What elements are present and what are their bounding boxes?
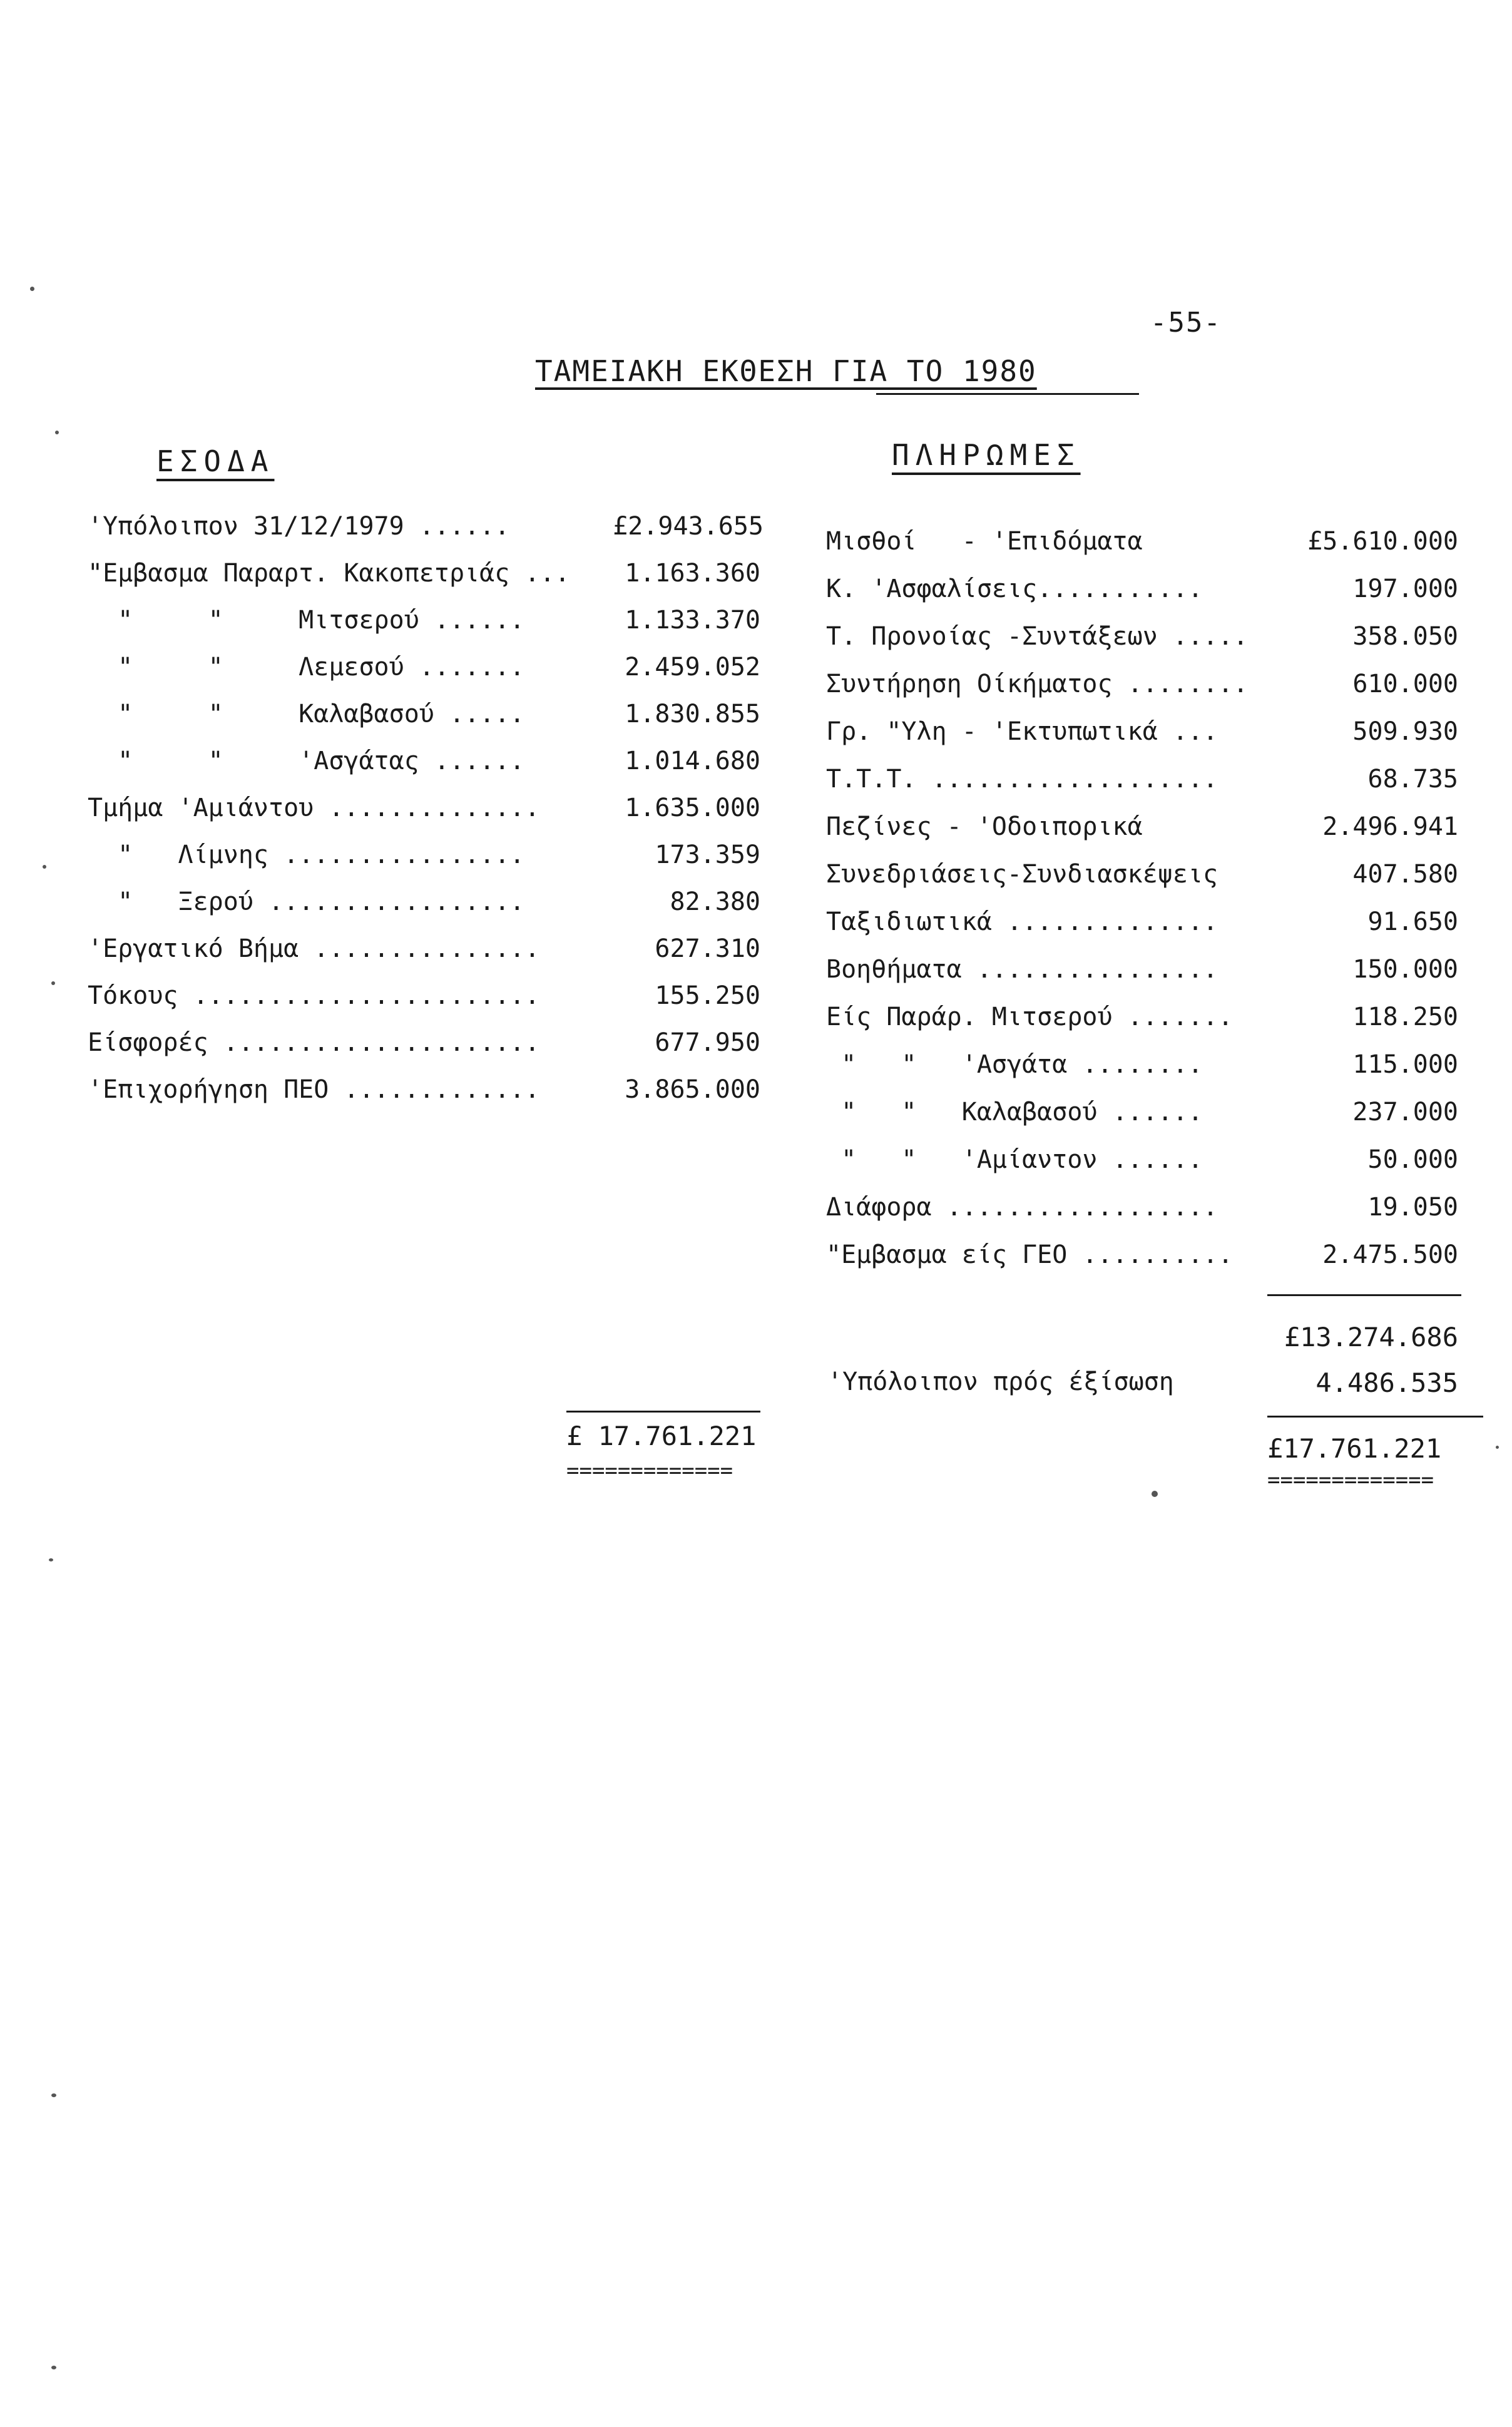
payment-row bbox=[826, 622, 1458, 660]
payment-row bbox=[826, 575, 1458, 612]
scan-speck bbox=[51, 2093, 56, 2097]
income-amount: 155.250 bbox=[655, 981, 760, 1010]
payment-row bbox=[826, 955, 1458, 993]
payments-total-rule bbox=[1267, 1416, 1483, 1418]
scan-speck bbox=[55, 431, 59, 434]
payment-label: Διάφορα .................. bbox=[826, 1193, 1218, 1222]
income-amount: 627.310 bbox=[655, 934, 760, 963]
payment-label: Ταξιδιωτικά .............. bbox=[826, 907, 1218, 936]
payment-amount: 91.650 bbox=[1367, 907, 1458, 936]
payment-amount: £5.610.000 bbox=[1307, 527, 1458, 556]
income-row bbox=[88, 981, 764, 1019]
income-label: " " Μιτσερού ...... bbox=[88, 606, 525, 635]
payment-row bbox=[826, 1098, 1458, 1135]
scan-speck bbox=[1152, 1491, 1158, 1497]
payment-amount: 2.475.500 bbox=[1322, 1240, 1458, 1269]
income-amount: 173.359 bbox=[655, 841, 760, 869]
income-amount: 1.163.360 bbox=[625, 559, 760, 588]
payment-label: Τ. Προνοίας -Συντάξεων ..... bbox=[826, 622, 1249, 651]
income-amount: 1.133.370 bbox=[625, 606, 760, 635]
payment-amount: 68.735 bbox=[1367, 765, 1458, 794]
payment-row bbox=[826, 765, 1458, 802]
income-label: "Εμβασμα Παραρτ. Κακοπετριάς ... bbox=[88, 559, 570, 588]
income-label: 'Εργατικό Βήμα ............... bbox=[88, 934, 540, 963]
balance-amount: 4.486.535 bbox=[1315, 1367, 1458, 1398]
income-amount: 82.380 bbox=[670, 887, 760, 916]
income-amount: 2.459.052 bbox=[625, 653, 760, 682]
payment-amount: 19.050 bbox=[1367, 1193, 1458, 1222]
scan-speck bbox=[51, 981, 55, 985]
income-amount: 3.865.000 bbox=[625, 1075, 760, 1104]
income-label: " " 'Ασγάτας ...... bbox=[88, 747, 525, 775]
payment-row bbox=[826, 1145, 1458, 1183]
payments-total: £17.761.221 bbox=[1267, 1433, 1442, 1464]
payment-label: Γρ. "Υλη - 'Εκτυπωτικά ... bbox=[826, 717, 1218, 746]
income-row bbox=[88, 887, 764, 925]
income-row bbox=[88, 700, 764, 737]
payment-label: Είς Παράρ. Μιτσερού ....... bbox=[826, 1003, 1234, 1031]
payment-row bbox=[826, 860, 1458, 897]
income-row bbox=[88, 606, 764, 643]
payment-amount: 610.000 bbox=[1352, 670, 1458, 698]
income-total: £ 17.761.221 bbox=[566, 1421, 757, 1451]
payment-label: " " 'Αμίαντον ...... bbox=[826, 1145, 1203, 1174]
scan-speck bbox=[49, 1558, 53, 1561]
payment-row bbox=[826, 907, 1458, 945]
payment-row bbox=[826, 670, 1458, 707]
income-row bbox=[88, 559, 764, 596]
income-label: Τμήμα 'Αμιάντου .............. bbox=[88, 794, 540, 822]
payment-amount: 197.000 bbox=[1352, 575, 1458, 603]
payment-amount: 2.496.941 bbox=[1322, 812, 1458, 841]
payment-label: Τ.Τ.Τ. ................... bbox=[826, 765, 1218, 794]
income-double-rule: ============= bbox=[566, 1458, 733, 1483]
income-total-rule bbox=[566, 1411, 760, 1413]
payment-label: Συνεδριάσεις-Συνδιασκέψεις bbox=[826, 860, 1218, 889]
income-heading: ΕΣΟΔΑ bbox=[156, 444, 275, 478]
income-amount: 1.830.855 bbox=[625, 700, 760, 728]
income-row bbox=[88, 1028, 764, 1066]
income-row bbox=[88, 934, 764, 972]
income-label: " " Καλαβασού ..... bbox=[88, 700, 525, 728]
page-title: ΤΑΜΕΙΑΚΗ ΕΚΘΕΣΗ ΓΙΑ ΤΟ 1980 bbox=[535, 354, 1037, 388]
income-label: " Λίμνης ................ bbox=[88, 841, 525, 869]
scan-speck bbox=[43, 865, 46, 869]
payment-amount: 150.000 bbox=[1352, 955, 1458, 984]
payment-label: Πεζίνες - 'Οδοιπορικά bbox=[826, 812, 1143, 841]
payment-row bbox=[826, 812, 1458, 850]
scan-speck bbox=[1496, 1446, 1499, 1449]
title-rule bbox=[876, 393, 1139, 395]
payment-label: Συντήρηση Οίκήματος ........ bbox=[826, 670, 1249, 698]
balance-label: 'Υπόλοιπον πρός έξίσωση bbox=[827, 1367, 1174, 1396]
income-amount: 677.950 bbox=[655, 1028, 760, 1057]
income-amount: £2.943.655 bbox=[613, 512, 764, 541]
payment-amount: 115.000 bbox=[1352, 1050, 1458, 1079]
payment-amount: 407.580 bbox=[1352, 860, 1458, 889]
income-row bbox=[88, 653, 764, 690]
page-number: -55- bbox=[1150, 307, 1222, 339]
income-label: " " Λεμεσού ....... bbox=[88, 653, 525, 682]
payment-row bbox=[826, 1050, 1458, 1088]
payments-double-rule: ============= bbox=[1267, 1468, 1434, 1493]
income-row bbox=[88, 1075, 764, 1113]
income-row bbox=[88, 841, 764, 878]
payment-label: Μισθοί - 'Επιδόματα bbox=[826, 527, 1143, 556]
payment-label: "Εμβασμα είς ΓΕΟ .......... bbox=[826, 1240, 1234, 1269]
income-label: Τόκους ....................... bbox=[88, 981, 540, 1010]
payment-label: " " Καλαβασού ...... bbox=[826, 1098, 1203, 1127]
payment-amount: 118.250 bbox=[1352, 1003, 1458, 1031]
payment-row bbox=[826, 527, 1458, 565]
income-amount: 1.014.680 bbox=[625, 747, 760, 775]
income-row bbox=[88, 512, 764, 549]
payment-amount: 509.930 bbox=[1352, 717, 1458, 746]
payment-row bbox=[826, 1193, 1458, 1230]
payment-row bbox=[826, 1240, 1458, 1278]
payment-label: " " 'Ασγάτα ........ bbox=[826, 1050, 1203, 1079]
income-row bbox=[88, 747, 764, 784]
payment-amount: 237.000 bbox=[1352, 1098, 1458, 1127]
payments-subtotal: £13.274.686 bbox=[1284, 1322, 1458, 1352]
income-label: " Ξερού ................. bbox=[88, 887, 525, 916]
income-amount: 1.635.000 bbox=[625, 794, 760, 822]
payment-label: Κ. 'Ασφαλίσεις........... bbox=[826, 575, 1203, 603]
payment-amount: 358.050 bbox=[1352, 622, 1458, 651]
income-label: Είσφορές ..................... bbox=[88, 1028, 540, 1057]
income-row bbox=[88, 794, 764, 831]
payment-row bbox=[826, 717, 1458, 755]
payments-heading: ΠΛΗΡΩΜΕΣ bbox=[892, 438, 1081, 472]
payment-row bbox=[826, 1003, 1458, 1040]
income-label: 'Υπόλοιπον 31/12/1979 ...... bbox=[88, 512, 510, 541]
scan-speck bbox=[51, 2366, 56, 2369]
income-label: 'Επιχορήγηση ΠΕΟ ............. bbox=[88, 1075, 540, 1104]
payment-label: Βοηθήματα ................ bbox=[826, 955, 1218, 984]
payment-amount: 50.000 bbox=[1367, 1145, 1458, 1174]
scan-speck bbox=[30, 287, 34, 291]
payments-subtotal-rule bbox=[1267, 1294, 1461, 1296]
